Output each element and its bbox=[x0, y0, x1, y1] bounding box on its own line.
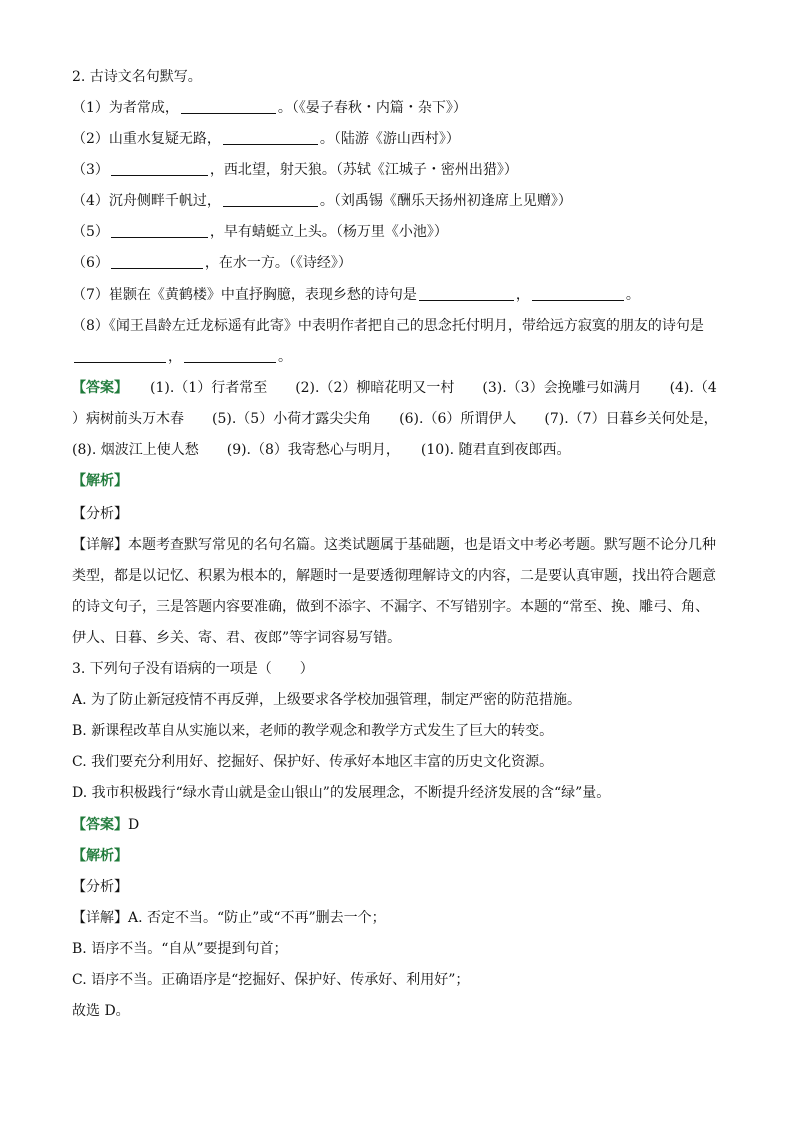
detail-tag: 【详解】 bbox=[72, 910, 128, 926]
q2-item-2-prefix: （2）山重水复疑无路， bbox=[72, 131, 221, 147]
answer-blank bbox=[111, 254, 203, 269]
q2-jiexi-tag: 【解析】 bbox=[72, 473, 128, 489]
q2-fenxi-tag: 【分析】 bbox=[72, 506, 128, 522]
q2-item-1-prefix: （1）为者常成， bbox=[72, 100, 179, 116]
q3-jiexi-tag: 【解析】 bbox=[72, 848, 128, 864]
q2-item-8-line-1: （8）《闻王昌龄左迁龙标遥有此寄》中表明作者把自己的思念托付明月，带给远方寂寞的朋友的诗句是 bbox=[72, 318, 704, 334]
q2-detail-line-4: 伊人、日暮、乡关、寄、君、夜郎”等字词容易写错。 bbox=[72, 630, 402, 646]
answer-blank bbox=[181, 99, 276, 114]
q2-item-8-separator: ， bbox=[168, 349, 182, 365]
q2-item-4-suffix: 。（刘禹锡《酬乐天扬州初逢席上见赠》） bbox=[319, 193, 572, 209]
question-2-title: 2. 古诗文名句默写。 bbox=[72, 69, 202, 85]
q3-option-d: D. 我市积极践行“绿水青山就是金山银山”的发展理念，不断提升经济发展的含“绿”量。 bbox=[72, 785, 611, 801]
q2-item-6-prefix: （6） bbox=[72, 255, 109, 271]
question-3-title: 3. 下列句子没有语病的一项是（ ） bbox=[72, 661, 314, 677]
answer-blank bbox=[532, 286, 624, 301]
q3-detail-line-c: C. 语序不当。正确语序是“挖掘好、保护好、传承好、利用好”； bbox=[72, 972, 470, 988]
q2-item-7-separator: ， bbox=[515, 287, 530, 303]
q2-item-6 bbox=[72, 252, 726, 274]
q2-answer-text-1: (1).（1）行者常至 (2).（2）柳暗花明又一村 (3).（3）会挽雕弓如满月 (4).（4 bbox=[150, 380, 717, 396]
q2-answer-line-3: (8). 烟波江上使人愁 (9).（8）我寄愁心与明月， (10). 随君直到夜郎西。 bbox=[72, 442, 571, 458]
q2-answer-line-1 bbox=[72, 377, 726, 399]
q3-detail-line-a bbox=[72, 907, 726, 929]
answer-blank bbox=[184, 348, 276, 363]
q2-item-3-prefix: （3） bbox=[72, 162, 109, 178]
q2-item-5 bbox=[72, 221, 726, 243]
q2-item-8-suffix: 。 bbox=[278, 349, 292, 365]
q2-item-7-suffix: 。 bbox=[625, 287, 640, 303]
answer-blank bbox=[111, 161, 208, 176]
q2-item-6-suffix: ，在水一方。（《诗经》） bbox=[204, 255, 352, 271]
q2-answer-line-2: ）病树前头万木春 (5).（5）小荷才露尖尖角 (6).（6）所谓伊人 (7).（7）日暮乡关何处是， bbox=[72, 411, 718, 427]
q3-fenxi-tag: 【分析】 bbox=[72, 879, 128, 895]
q3-answer-line bbox=[72, 814, 726, 836]
q3-detail-conclusion: 故选 D。 bbox=[72, 1003, 130, 1019]
q3-answer-value: D bbox=[128, 817, 140, 833]
q3-option-a: A. 为了防止新冠疫情不再反弹，上级要求各学校加强管理，制定严密的防范措施。 bbox=[72, 692, 582, 708]
answer-blank bbox=[111, 223, 208, 238]
q2-item-1-suffix: 。（《晏子春秋・内篇・杂下》） bbox=[277, 100, 467, 116]
q2-item-8-line-2 bbox=[72, 346, 726, 368]
q2-detail-line-1 bbox=[72, 534, 726, 556]
q2-item-3-suffix: ，西北望，射天狼。（苏轼《江城子・密州出猎》） bbox=[209, 162, 518, 178]
q2-item-2 bbox=[72, 128, 726, 150]
q2-item-2-suffix: 。（陆游《游山西村》） bbox=[319, 131, 460, 147]
q2-item-1 bbox=[72, 97, 726, 119]
q2-detail-line-2: 类型，都是以记忆、积累为根本的，解题时一是要透彻理解诗文的内容，二是要认真审题，找出符合题意 bbox=[72, 568, 716, 584]
q2-item-7 bbox=[72, 284, 726, 306]
answer-blank bbox=[74, 348, 166, 363]
q2-item-4 bbox=[72, 190, 726, 212]
q2-item-4-prefix: （4）沉舟侧畔千帆过， bbox=[72, 193, 221, 209]
answer-blank bbox=[419, 286, 514, 301]
detail-tag: 【详解】 bbox=[72, 537, 128, 553]
answer-tag: 【答案】 bbox=[72, 817, 128, 833]
answer-blank bbox=[223, 130, 318, 145]
answer-tag: 【答案】 bbox=[72, 380, 128, 396]
q2-item-5-prefix: （5） bbox=[72, 224, 109, 240]
answer-blank bbox=[223, 192, 318, 207]
q3-option-b: B. 新课程改革自从实施以来，老师的教学观念和教学方式发生了巨大的转变。 bbox=[72, 723, 554, 739]
q2-detail-text-1: 本题考查默写常见的名句名篇。这类试题属于基础题，也是语文中考必考题。默写题不论分几种 bbox=[128, 537, 716, 553]
q2-item-5-suffix: ，早有蜻蜓立上头。（杨万里《小池》） bbox=[209, 224, 448, 240]
q3-option-c: C. 我们要充分利用好、挖掘好、保护好、传承好本地区丰富的历史文化资源。 bbox=[72, 754, 554, 770]
q2-item-3 bbox=[72, 159, 726, 181]
q2-detail-line-3: 的诗文句子，三是答题内容要准确，做到不添字、不漏字、不写错别字。本题的“常至、挽、雕弓、角、 bbox=[72, 599, 710, 615]
q3-detail-text-a: A. 否定不当。“防止”或“不再”删去一个； bbox=[128, 910, 386, 926]
q2-item-7-prefix: （7）崔颢在《黄鹤楼》中直抒胸臆，表现乡愁的诗句是 bbox=[72, 287, 417, 303]
q3-detail-line-b: B. 语序不当。“自从”要提到句首； bbox=[72, 941, 288, 957]
